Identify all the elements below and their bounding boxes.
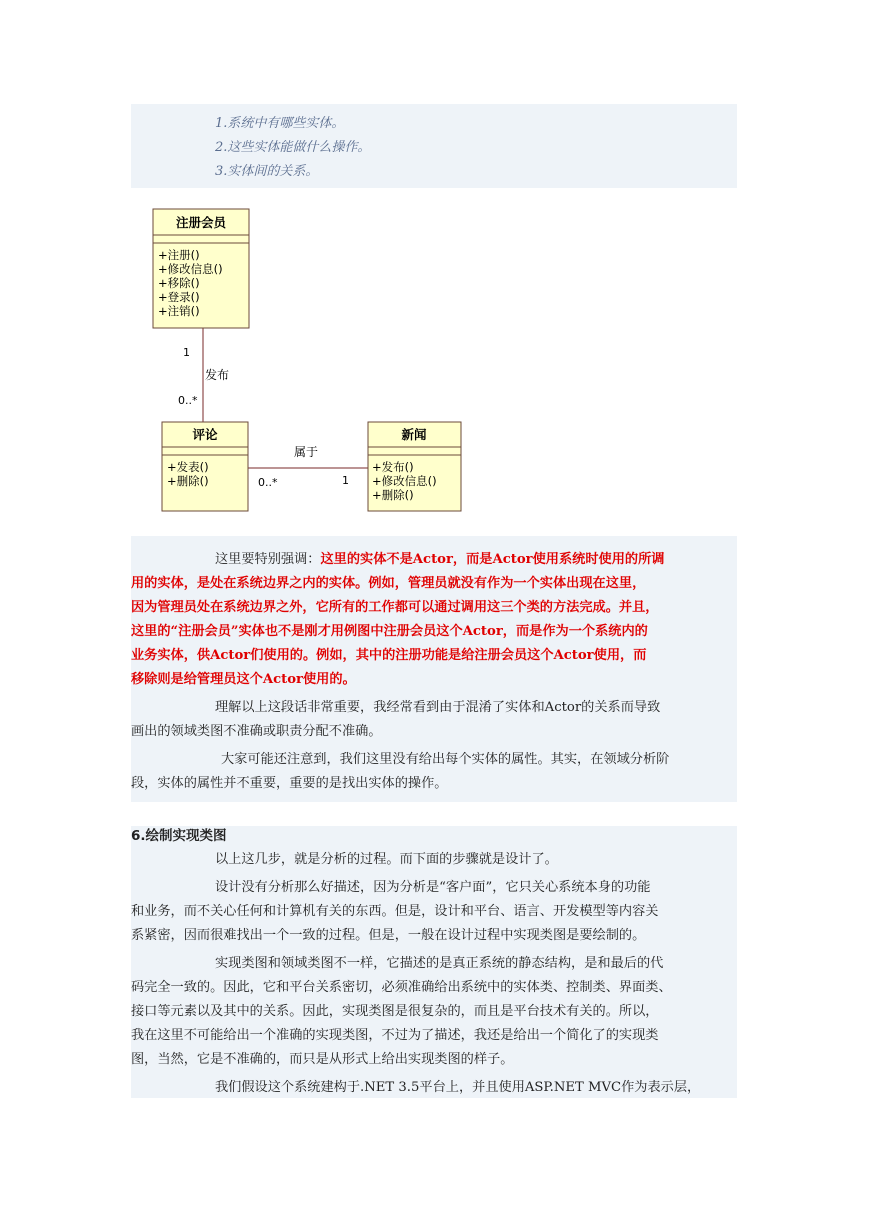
question-1: 1.系统中有哪些实体。 xyxy=(215,116,345,131)
para7-line: 我们假设这个系统建构于.NET 3.5平台上，并且使用ASP.NET MVC作为表示层， xyxy=(215,1080,701,1095)
class-news-name: 新闻 xyxy=(401,427,427,442)
body-text xyxy=(131,536,737,1098)
assoc-belongs-label: 属于 xyxy=(294,445,319,459)
para1-emphasis: 移除则是给管理员这个Actor使用的。 xyxy=(131,672,356,687)
para6-line: 实现类图和领域类图不一样，它描述的是真正系统的静态结构，是和最后的代 xyxy=(215,956,664,971)
assoc-publish-mult-bottom: 0..* xyxy=(178,394,198,407)
para2-line: 画出的领域类图不准确或职责分配不准确。 xyxy=(131,724,382,739)
class-comment-op: +删除() xyxy=(167,474,209,488)
para2-line: 理解以上这段话非常重要，我经常看到由于混淆了实体和Actor的关系而导致 xyxy=(215,700,661,715)
class-member-op: +注册() xyxy=(158,248,200,262)
assoc-publish-mult-top: 1 xyxy=(183,346,190,359)
para1-emphasis: 这里的“注册会员”实体也不是刚才用例图中注册会员这个Actor，而是作为一个系统内的 xyxy=(131,624,648,639)
para6-line: 接口等元素以及其中的关系。因此，实现类图是很复杂的，而且是平台技术有关的。所以， xyxy=(131,1004,659,1019)
class-member-op: +移除() xyxy=(158,276,200,290)
class-comment-op: +发表() xyxy=(167,460,209,474)
class-member-op: +修改信息() xyxy=(158,262,223,276)
question-2: 2.这些实体能做什么操作。 xyxy=(215,140,371,155)
questions-block xyxy=(131,104,737,188)
para3-line: 大家可能还注意到，我们这里没有给出每个实体的属性。其实，在领域分析阶 xyxy=(221,752,670,767)
para5-line: 设计没有分析那么好描述，因为分析是“客户面”，它只关心系统本身的功能 xyxy=(215,880,651,895)
para5-line: 和业务，而不关心任何和计算机有关的东西。但是，设计和平台、语言、开发模型等内容关 xyxy=(131,904,659,919)
class-news-op: +删除() xyxy=(372,488,414,502)
assoc-belongs-mult-right: 1 xyxy=(342,474,349,487)
para4-line: 以上这几步，就是分析的过程。而下面的步骤就是设计了。 xyxy=(215,852,558,867)
para1-line xyxy=(131,548,821,572)
class-comment-name: 评论 xyxy=(192,427,218,442)
section-heading: 6.绘制实现类图 xyxy=(131,828,227,844)
class-comment xyxy=(162,422,248,511)
para6-line: 我在这里不可能给出一个准确的实现类图，不过为了描述，我还是给出一个简化了的实现类 xyxy=(131,1028,659,1043)
para6-line: 码完全一致的。因此，它和平台关系密切，必须准确给出系统中的实体类、控制类、界面类、 xyxy=(131,980,672,995)
assoc-belongs-mult-left: 0..* xyxy=(258,476,278,489)
para1-emphasis: 用的实体，是处在系统边界之内的实体。例如，管理员就没有作为一个实体出现在这里， xyxy=(131,576,646,591)
question-3: 3.实体间的关系。 xyxy=(215,164,319,179)
para1-emphasis: 业务实体，供Actor们使用的。例如，其中的注册功能是给注册会员这个Actor使用，而 xyxy=(131,648,647,663)
para3-line: 段，实体的属性并不重要，重要的是找出实体的操作。 xyxy=(131,776,448,791)
class-member-name: 注册会员 xyxy=(175,215,227,230)
para5-line: 系紧密，因而很难找出一个一致的过程。但是，一般在设计过程中实现类图是要绘制的。 xyxy=(131,928,646,943)
domain-class-diagram xyxy=(131,188,483,536)
class-member-op: +注销() xyxy=(158,304,200,318)
class-member-op: +登录() xyxy=(158,290,200,304)
class-news-op: +发布() xyxy=(372,460,414,474)
assoc-publish-label: 发布 xyxy=(205,368,230,382)
para1-emphasis: 这里的实体不是Actor，而是Actor使用系统时使用的所调 xyxy=(320,552,665,567)
class-member xyxy=(153,209,249,328)
para1-emphasis: 因为管理员处在系统边界之外，它所有的工作都可以通过调用这三个类的方法完成。并且， xyxy=(131,600,659,615)
para1-lead: 这里要特别强调： xyxy=(215,552,321,567)
class-news-op: +修改信息() xyxy=(372,474,437,488)
para6-line: 图，当然，它是不准确的，而只是从形式上给出实现类图的样子。 xyxy=(131,1052,514,1067)
class-news xyxy=(368,422,461,511)
